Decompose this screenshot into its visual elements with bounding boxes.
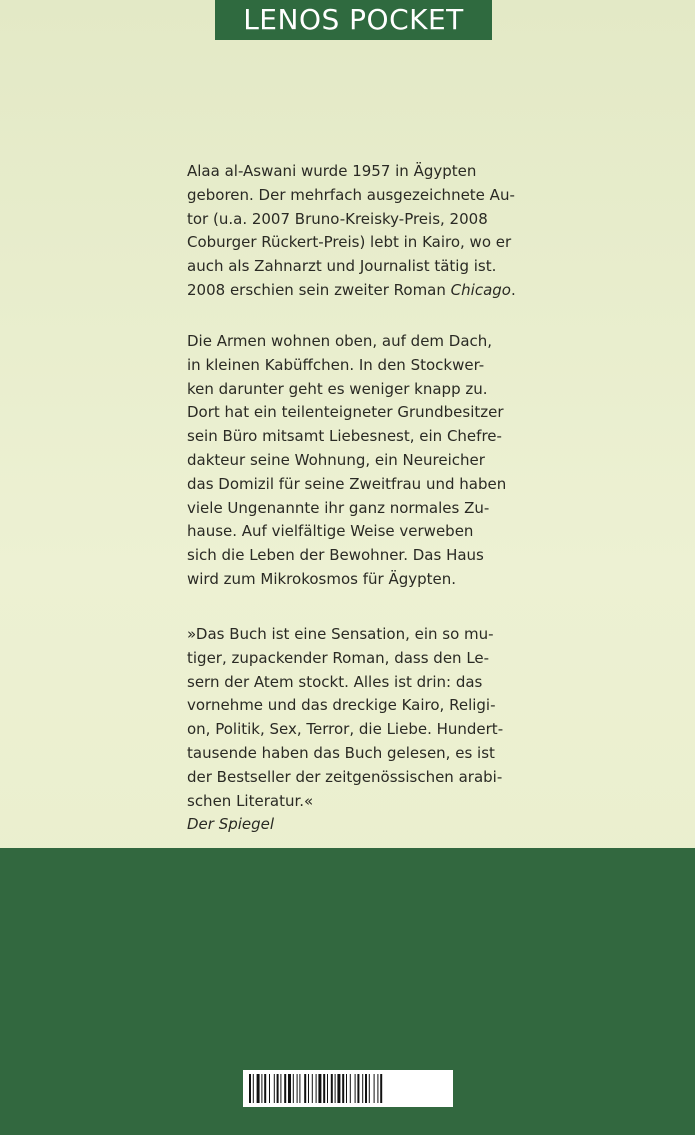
press-quote [187,623,525,837]
bio-line: auch als Zahnarzt und Journalist tätig ist. [187,257,497,276]
bio-line: tor (u.a. 2007 Bruno-Kreisky-Preis, 2008 [187,209,488,228]
novel-title: Chicago [450,280,511,299]
barcode-graphic [243,1070,453,1107]
synopsis-line: Die Armen wohnen oben, auf dem Dach, [187,332,493,350]
author-bio [187,160,525,303]
barcode [243,1070,453,1107]
quote-line: vornehme und das dreckige Kairo, Religi- [187,696,496,715]
bio-line-last [187,279,525,303]
synopsis-line: sein Büro mitsamt Liebesnest, ein Chefre- [187,427,502,446]
quote-line: on, Politik, Sex, Terror, die Liebe. Hundert- [187,720,504,739]
bio-line: Alaa al-Aswani wurde 1957 in Ägypten [187,162,477,180]
quote-line: schen Literatur.« [187,791,314,810]
bio-line: 2008 erschien sein zweiter Roman [187,280,446,299]
bio-line: Coburger Rückert-Preis) lebt in Kairo, wo er [187,233,512,252]
synopsis-line: hause. Auf vielfältige Weise verweben [187,522,474,541]
quote-line: sern der Atem stockt. Alles ist drin: das [187,672,483,691]
quote-line: der Bestseller der zeitgenössischen arabi- [187,767,503,786]
synopsis-line: viele Ungenannte ihr ganz normales Zu- [187,498,490,517]
quote-line: tiger, zupackender Roman, dass den Le- [187,648,490,667]
synopsis-line: ken darunter geht es weniger knapp zu. [187,379,488,398]
quote-line: tausende haben das Buch gelesen, es ist [187,743,495,762]
synopsis-line: das Domizil für seine Zweitfrau und haben [187,474,507,493]
synopsis-line: sich die Leben der Bewohner. Das Haus [187,546,484,565]
quote-source: Der Spiegel [187,815,275,834]
series-label: LENOS POCKET [215,0,492,40]
synopsis-line: Dort hat ein teilenteigneter Grundbesitzer [187,403,504,422]
synopsis-line: wird zum Mikrokosmos für Ägypten. [187,569,457,588]
bio-period: . [510,280,516,299]
book-synopsis [187,330,525,592]
quote-line: »Das Buch ist eine Sensation, ein so mu- [187,625,494,643]
synopsis-line: in kleinen Kabüffchen. In den Stockwer- [187,355,485,374]
synopsis-line: dakteur seine Wohnung, ein Neureicher [187,450,485,469]
bio-line: geboren. Der mehrfach ausgezeichnete Au- [187,185,515,204]
